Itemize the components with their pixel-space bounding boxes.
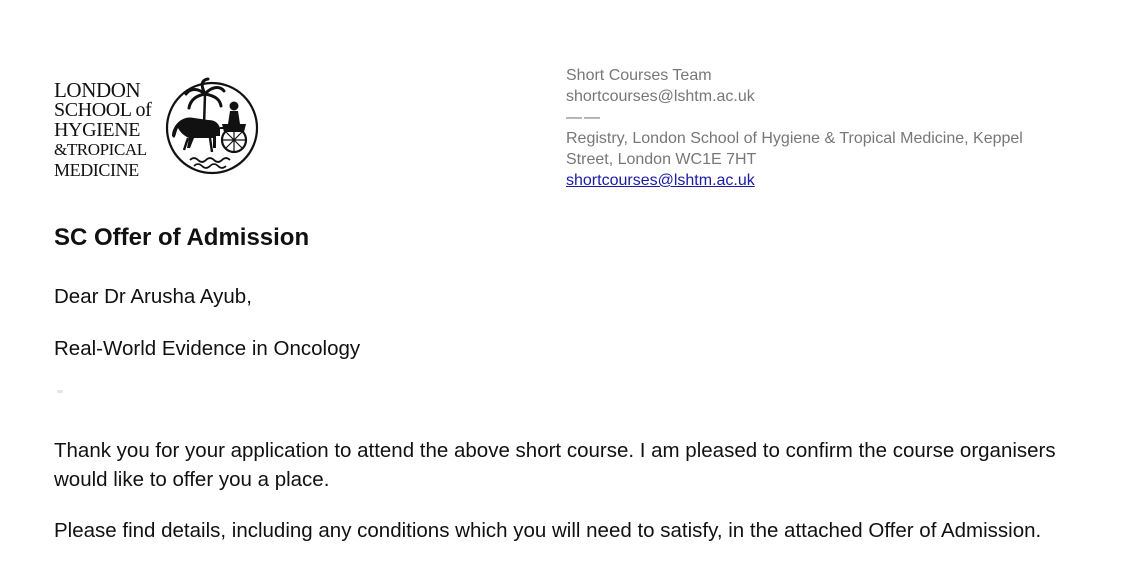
body-paragraph-2: Please find details, including any conditions which you will need to satisfy, in the attached Offer of Admission.	[54, 519, 1042, 542]
logo-wordmark	[54, 80, 151, 180]
sender-team: Short Courses Team	[566, 67, 712, 84]
letter-title: SC Offer of Admission	[54, 224, 310, 251]
lshtm-seal-icon	[164, 76, 260, 180]
faint-mark	[57, 390, 63, 393]
course-name: Real-World Evidence in Oncology	[54, 337, 361, 360]
logo-line-tropical: &TROPICAL	[54, 140, 147, 159]
body-paragraph-1: Thank you for your application to attend the above short course. I am pleased to confirm the course organisers would like to offer you a place.	[54, 439, 1056, 491]
separator: ——	[566, 109, 602, 126]
address-line-1: Registry, London School of Hygiene & Tropical Medicine, Keppel	[566, 130, 1023, 147]
logo-line-medicine: MEDICINE	[54, 160, 139, 180]
logo-line-hygiene: HYGIENE	[54, 119, 141, 141]
email-link[interactable]: shortcourses@lshtm.ac.uk	[566, 172, 755, 189]
school-logo	[54, 76, 264, 180]
logo-line-school: SCHOOL of	[54, 99, 152, 121]
sender-email: shortcourses@lshtm.ac.uk	[566, 88, 755, 105]
logo-line-london: LONDON	[54, 78, 141, 102]
greeting: Dear Dr Arusha Ayub,	[54, 285, 252, 308]
address-line-2: Street, London WC1E 7HT	[566, 151, 757, 168]
sender-block	[566, 65, 1106, 191]
